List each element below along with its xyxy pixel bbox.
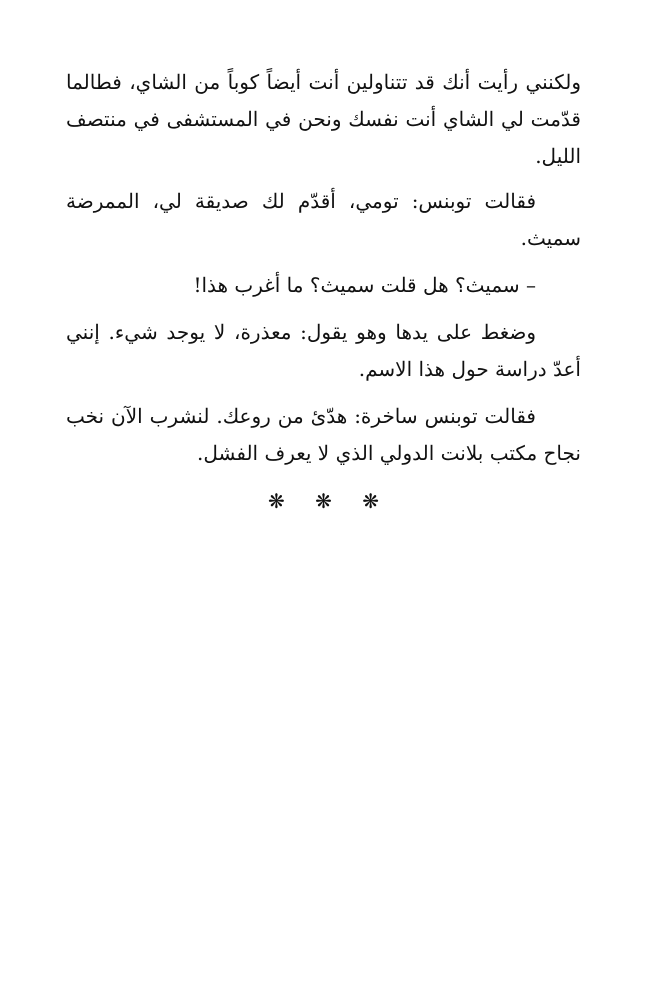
paragraph-2: فقالت توبنس: تومي، أقدّم لك صديقة لي، الممرضة سميث.: [66, 189, 581, 250]
book-page: [66, 64, 581, 516]
paragraph-3: – سميث؟ هل قلت سميث؟ ما أغرب هذا!: [193, 273, 536, 297]
paragraph-4: وضغط على يدها وهو يقول: معذرة، لا يوجد شيء. إنني أعدّ دراسة حول هذا الاسم.: [66, 320, 581, 381]
paragraph-1: ولكنني رأيت أنك قد تتناولين أنت أيضاً كوباً من الشاي، فطالما قدّمت لي الشاي أنت نفسك ونحن في المستشفى في منتصف الليل.: [66, 70, 581, 168]
paragraph-5: فقالت توبنس ساخرة: هدّئ من روعك. لنشرب الآن نخب نجاح مكتب بلانت الدولي الذي لا يعرف الفشل.: [66, 404, 581, 465]
section-separator: ❋ ❋ ❋: [268, 489, 391, 513]
